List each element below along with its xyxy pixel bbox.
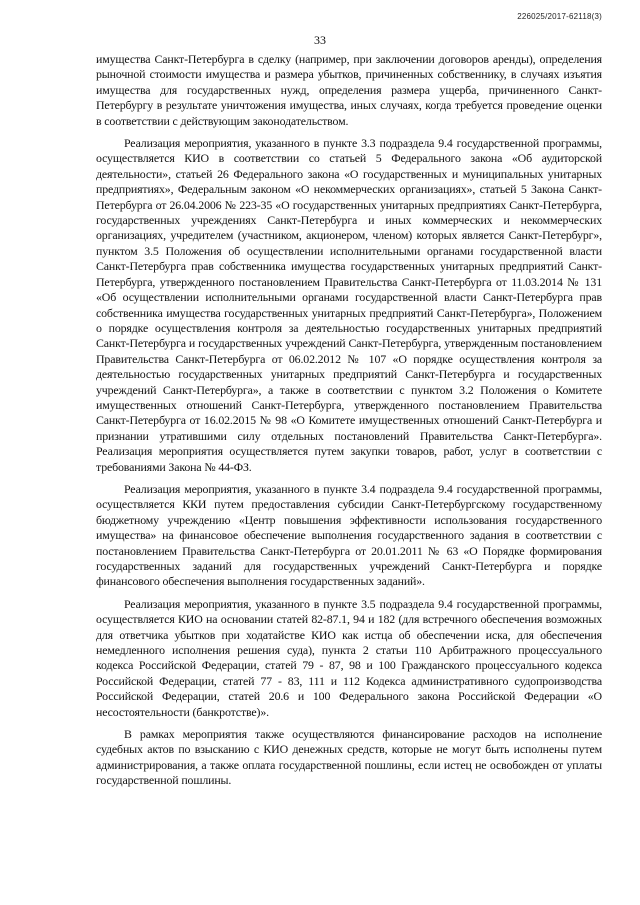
paragraph-2: Реализация мероприятия, указанного в пункте 3.3 подраздела 9.4 государственной программы, осуществляется КИО в соответствии со статьей 5 Федерального закона «Об аудиторской деятельности», статьей 26 Федерального закона «О государственных и муниципальных унитарных предприятиях», Федеральным законом «О некоммерческих организациях», статьей 5 Закона Санкт-Петербурга от 26.04.2006 № 223-35 «О государственных унитарных предприятиях Санкт-Петербурга, государственных учреждениях Санкт-Петербурга и иных коммерческих и некоммерческих организациях, учредителем (участником, акционером, членом) которых является Санкт-Петербург», пунктом 3.5 Положения об осуществлении исполнительными органами государственной власти Санкт-Петербурга прав собственника имущества государственных унитарных предприятий Санкт-Петербурга, утвержденного постановлением Правительства Санкт-Петербурга от 11.03.2014 № 131 «Об осуществлении исполнительными органами государственной власти Санкт-Петербурга прав собственника имущества государственных унитарных предприятий Санкт-Петербурга», Положением о порядке осуществления контроля за деятельностью государственных унитарных предприятий Санкт-Петербурга и государственных учреждений Санкт-Петербурга, утвержденным постановлением Правительства Санкт-Петербурга от 06.02.2012 № 107 «О порядке осуществления контроля за деятельностью государственных унитарных предприятий Санкт-Петербурга и государственных учреждений Санкт-Петербурга», а также в соответствии с пунктом 3.2 Положения о Комитете имущественных отношений Санкт-Петербурга, утвержденного постановлением Правительства Санкт-Петербурга от 16.02.2015 № 98 «О Комитете имущественных отношений Санкт-Петербурга и признании утратившими силу отдельных постановлений Правительства Санкт-Петербурга». Реализация мероприятия осуществляется путем закупки товаров, работ, услуг в соответствии с требованиями Закона № 44-ФЗ. [96,136,602,474]
paragraph-5: В рамках мероприятия также осуществляются финансирование расходов на исполнение судебных актов по взысканию с КИО денежных средств, которые не могут быть исполнены путем администрирования, а также оплата государственной пошлины, если истец не освобожден от уплаты государственной пошлины. [96,727,602,788]
paragraph-4: Реализация мероприятия, указанного в пункте 3.5 подраздела 9.4 государственной программы, осуществляется КИО на основании статей 82-87.1, 94 и 182 (для встречного обеспечения возможных для ответчика убытков при ходатайстве КИО как истца об обеспечении иска, для обеспечения немедленного исполнения решения суда), пункта 2 статьи 110 Арбитражного процессуального кодекса Российской Федерации, статей 79 - 87, 98 и 100 Гражданского процессуального кодекса Российской Федерации, статей 77 - 83, 111 и 112 Кодекса административного судопроизводства Российской Федерации, статей 20.6 и 100 Федерального закона Российской Федерации «О несостоятельности (банкротстве)». [96,596,602,719]
paragraph-3: Реализация мероприятия, указанного в пункте 3.4 подраздела 9.4 государственной программы, осуществляется ККИ путем предоставления субсидии Санкт-Петербургскому государственному бюджетному учреждению «Центр повышения эффективности использования государственного имущества» на финансовое обеспечение выполнения государственного задания в соответствии с постановлением Правительства Санкт-Петербурга от 20.01.2011 № 63 «О Порядке формирования государственных заданий для государственных учреждений Санкт-Петербурга и порядке финансового обеспечения выполнения государственных заданий». [96,481,602,589]
page-number: 33 [314,33,326,47]
paragraph-1: имущества Санкт-Петербурга в сделку (например, при заключении договоров аренды), определения рыночной стоимости имущества и размера убытков, причиненных собственнику, в случаях изъятия имущества для государственных нужд, определения размера ущерба, причиненного Санкт-Петербургу в результате уничтожения имущества, иных случаях, когда требуется проведение оценки в соответствии с действующим законодательством. [96,52,602,128]
document-body [96,52,602,796]
document-id: 226025/2017-62118(3) [517,12,602,21]
